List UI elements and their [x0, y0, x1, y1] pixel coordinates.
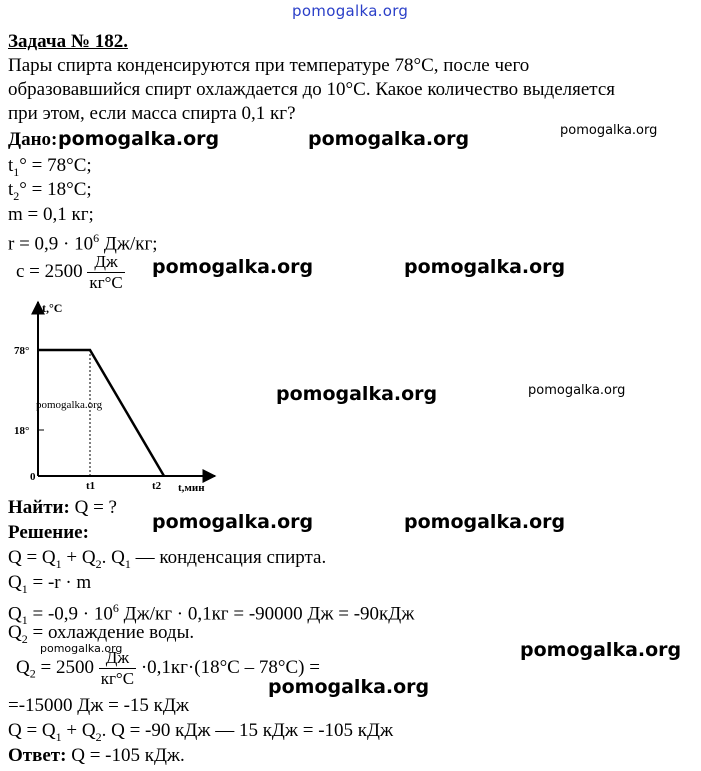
temperature-curve: [38, 350, 164, 476]
temperature-time-graph: [10, 296, 220, 496]
y-tick-78: 78°: [14, 345, 30, 357]
watermark: pomogalka.org: [40, 642, 123, 655]
watermark: pomogalka.org: [276, 383, 438, 405]
x-tick-0: 0: [30, 471, 36, 483]
find-line: Найти: Q = ?: [8, 497, 117, 518]
watermark-graph: pomogalka.org: [36, 399, 103, 411]
watermark: pomogalka.org: [152, 256, 314, 278]
problem-line-2: образовавшийся спирт охлаждается до 10°C. Какое количество выделяется: [8, 79, 616, 100]
watermark-top: pomogalka.org: [292, 2, 409, 20]
problem-title: Задача № 182.: [8, 31, 128, 52]
given-t2: $t_2^\circ = 18^\circ C$;: [8, 179, 92, 203]
problem-line-3: при этом, если масса спирта 0,1 кг?: [8, 103, 296, 124]
watermark: pomogalka.org: [528, 383, 626, 398]
given-r: $r = 0,9 \cdot 10^6$ Дж/кг;: [8, 231, 158, 255]
watermark: pomogalka.org: [152, 511, 314, 533]
solution-line-2: $Q_1 = -r \cdot m$: [8, 572, 92, 596]
x-tick-t2: t2: [152, 480, 162, 492]
solution-label: Решение:: [8, 522, 89, 543]
watermark: pomogalka.org: [560, 123, 658, 138]
solution-line-1: $Q = Q_1 + Q_2$. $Q_1$ — конденсация спирта.: [8, 547, 327, 571]
given-c: c = 2500 $\frac{Дж}{кг^\circ C}$: [16, 252, 123, 292]
watermark: pomogalka.org: [520, 639, 682, 661]
given-mass: m = 0,1 кг;: [8, 204, 94, 225]
watermark: pomogalka.org: [58, 128, 220, 150]
solution-line-7: $Q = Q_1 + Q_2$. Q = -90 кДж — 15 кДж = -105 кДж: [8, 720, 394, 744]
given-label: Дано:: [8, 129, 58, 150]
problem-line-1: Пары спирта конденсируются при температуре 78°C, после чего: [8, 55, 530, 76]
watermark: pomogalka.org: [404, 511, 566, 533]
y-tick-18: 18°: [14, 425, 30, 437]
x-axis-label: t,мин: [178, 482, 205, 494]
watermark: pomogalka.org: [308, 128, 470, 150]
watermark: pomogalka.org: [404, 256, 566, 278]
solution-line-3: $Q_1 = -0,9 \cdot 10^6$ Дж/кг · 0,1кг = -90000 Дж = -90кДж: [8, 601, 415, 628]
solution-line-6: =-15000 Дж = -15 кДж: [8, 695, 189, 716]
y-axis-label: t,°C: [42, 301, 63, 315]
fraction-j-per-kgc-2: $\frac{Дж}{кг^\circ C}$: [100, 648, 135, 688]
watermark: pomogalka.org: [268, 676, 430, 698]
given-t1: $t_1^\circ = 78^\circ C$;: [8, 155, 92, 179]
solution-line-5: $Q_2 = 2500$ $\frac{Дж}{кг^\circ C}$ ·0,1кг·(18°C – 78°C) =: [16, 648, 320, 688]
fraction-j-per-kgc: $\frac{Дж}{кг^\circ C}$: [89, 252, 123, 292]
solution-line-4: $Q_2$ = охлаждение воды.: [8, 622, 195, 646]
x-tick-t1: t1: [86, 480, 96, 492]
answer-line: Ответ: Q = -105 кДж.: [8, 745, 185, 766]
